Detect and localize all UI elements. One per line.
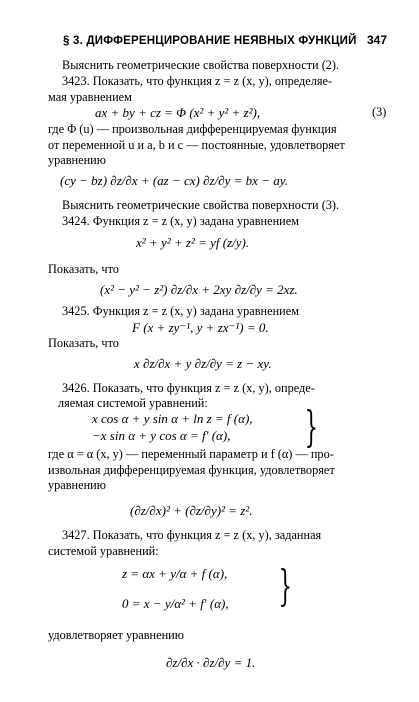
equation: x ∂z/∂x + y ∂z/∂y = z − xy. <box>134 356 272 371</box>
problem-3424-line: 3424. Функция z = z (x, y) задана уравнением <box>62 214 299 228</box>
text-line: системой уравнений: <box>48 544 159 558</box>
equation: z = αx + y/α + f (α), <box>122 566 228 581</box>
equation: −x sin α + y cos α = f′ (α), <box>92 428 231 443</box>
text-line: мая уравнением <box>48 90 132 104</box>
running-header: § 3. ДИФФЕРЕНЦИРОВАНИЕ НЕЯВНЫХ ФУНКЦИЙ <box>63 35 357 47</box>
equation: 0 = x − y/α² + f′ (α), <box>122 596 229 611</box>
problem-3427-line: 3427. Показать, что функция z = z (x, y), заданная <box>62 528 322 542</box>
text-line: ляемая системой уравнений: <box>58 396 208 410</box>
problem-3423-line: 3423. Показать, что функция z = z (x, y), определяе- <box>62 74 333 88</box>
text-line: извольная дифференцируемая функция, удовлетворяет <box>48 463 335 477</box>
text-line: Выяснить геометрические свойства поверхности (3). <box>62 198 340 212</box>
page-number: 347 <box>367 33 388 47</box>
problem-3426-line: 3426. Показать, что функция z = z (x, y), опреде- <box>62 381 315 395</box>
right-brace: } <box>304 402 319 451</box>
text-line: удовлетворяет уравнению <box>48 628 184 642</box>
text-line: Показать, что <box>48 336 119 350</box>
text-line: уравнению <box>48 478 106 492</box>
text-line: где Φ (u) — произвольная дифференцируемая функция <box>48 122 337 136</box>
text-line: где α = α (x, y) — переменный параметр и f (α) — про- <box>48 447 334 461</box>
text-line: уравнению <box>48 153 106 167</box>
problem-3425-line: 3425. Функция z = z (x, y) задана уравнением <box>62 304 299 318</box>
right-brace: } <box>278 561 293 610</box>
text-line: от переменной u и a, b и c — постоянные, удовлетворяет <box>48 138 345 152</box>
equation: ax + by + cz = Φ (x² + y² + z²), <box>95 105 261 120</box>
equation: (∂z/∂x)² + (∂z/∂y)² = z². <box>130 503 253 518</box>
equation: ∂z/∂x · ∂z/∂y = 1. <box>166 655 256 670</box>
equation: (x² − y² − z²) ∂z/∂x + 2xy ∂z/∂y = 2xz. <box>100 282 298 297</box>
equation: F (x + zy⁻¹, y + zx⁻¹) = 0. <box>132 320 269 335</box>
text-line: Показать, что <box>48 262 119 276</box>
equation-number: (3) <box>372 105 387 119</box>
equation: x² + y² + z² = yf (z/y). <box>136 235 250 250</box>
equation: (cy − bz) ∂z/∂x + (az − cx) ∂z/∂y = bx − ay. <box>60 173 289 188</box>
text-line: Выяснить геометрические свойства поверхности (2). <box>62 58 340 72</box>
equation: x cos α + y sin α + ln z = f (α), <box>92 411 253 426</box>
